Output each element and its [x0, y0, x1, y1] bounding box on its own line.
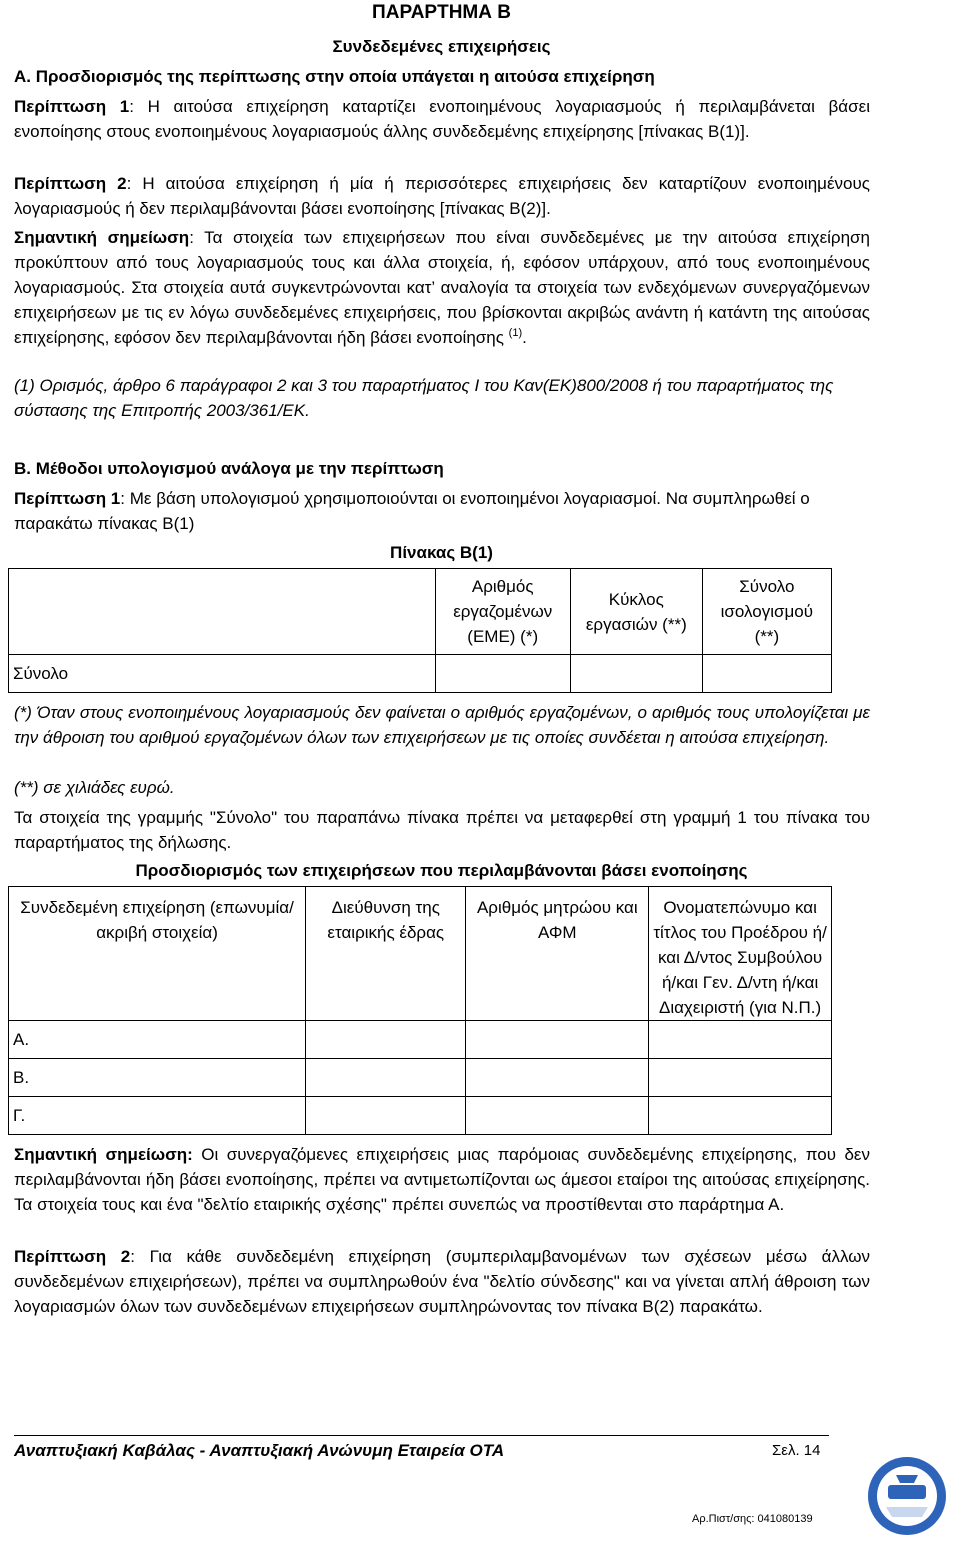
row-label: Γ.: [9, 1097, 306, 1135]
table-row: [9, 1097, 832, 1135]
consolidated-heading: Προσδιορισμός των επιχειρήσεων που περιλαμβάνονται βάσει ενοποίησης: [135, 861, 748, 880]
annex-subtitle: Συνδεδεμένες επιχειρήσεις: [332, 37, 551, 56]
footer-certificate-number: Αρ.Πιστ/σης: 041080139: [692, 1513, 813, 1525]
table-b1-cell: [570, 655, 702, 693]
section-b-note: Σημαντική σημείωση: Οι συνεργαζόμενες επιχειρήσεις μιας παρόμοιας συνδεδεμένης επιχείρησης, που δεν περιλαμβάνονται ήδη βάσει ενοποίησης, πρέπει να αντιμετωπίζονται ως άμεσοι εταίροι της αιτούσας επιχείρησης. Τα στοιχεία τους και ένα "δελτίο εταιρικής σχέσης" πρέπει συνεπώς να προστίθενται στο παράρτημα Α.: [14, 1145, 870, 1214]
row-label: Β.: [9, 1059, 306, 1097]
section-b-case1: Περίπτωση 1: Με βάση υπολογισμού χρησιμοποιούνται οι ενοποιημένοι λογαριασμοί. Να συμπληρωθεί ο παρακάτω πίνακας Β(1): [14, 489, 810, 533]
table-row: [9, 1059, 832, 1097]
table-cell: [306, 1059, 466, 1097]
section-a-case2: Περίπτωση 2: Η αιτούσα επιχείρηση ή μία ή περισσότερες επιχειρήσεις δεν καταρτίζουν ενοποιημένους λογαριασμούς ή δεν περιλαμβάνονται βάσει ενοποίησης [πίνακας Β(2)].: [14, 174, 870, 218]
table-cell: [466, 1097, 649, 1135]
certification-seal-icon: [866, 1455, 948, 1537]
section-a-note: Σημαντική σημείωση: Τα στοιχεία των επιχειρήσεων που είναι συνδεδεμένες με την αιτούσα επιχείρηση προκύπτουν από τους λογαριασμούς τους και άλλα στοιχεία, ή, εφόσον υπάρχουν, από τους ενοποιημένους λογαριασμούς. Στα στοιχεία αυτά συγκεντρώνονται κατ’ αναλογία τα στοιχεία των ενδεχόμενων συνεργαζόμενων επιχειρήσεων με τις εν λόγω συνδεδεμένες επιχειρήσεις, που βρίσκονται ακριβώς ανάντη ή κατάντη της αιτούσας επιχείρησης, εφόσον δεν περιλαμβάνονται ήδη βάσει ενοποίησης $^{(1)}$.: [14, 228, 871, 347]
footer-organization: Αναπτυξιακή Καβάλας - Αναπτυξιακή Ανώνυμη Εταιρεία ΟΤΑ: [14, 1441, 505, 1460]
footer-divider: [14, 1435, 829, 1436]
footer-page-number: Σελ. 14: [772, 1442, 821, 1459]
section-b-case2: Περίπτωση 2: Για κάθε συνδεδεμένη επιχείρηση (συμπεριλαμβανομένων των σχέσεων μέσω άλλων συνδεδεμένων επιχειρήσεων), πρέπει να συμπληρωθούν ένα "δελτίο σύνδεσης" και να γίνεται απλή άθροιση των λογαριασμών όλων των συνδεδεμένων επιχειρήσεων συμπληρώνοντας τον πίνακα Β(2) παρακάτω.: [14, 1247, 870, 1316]
section-a-heading: Α. Προσδιορισμός της περίπτωσης στην οποία υπάγεται η αιτούσα επιχείρηση: [14, 67, 655, 86]
table-b1-header-row: [9, 569, 832, 655]
footnote-double-star: (**) σε χιλιάδες ευρώ.: [14, 778, 175, 797]
table-cell: [466, 1021, 649, 1059]
transfer-note: Τα στοιχεία της γραμμής "Σύνολο" του παραπάνω πίνακα πρέπει να μεταφερθεί στη γραμμή 1 του πίνακα του παραρτήματος της δήλωσης.: [14, 808, 870, 852]
col-head-office-address: Διεύθυνση της εταιρικής έδρας: [306, 887, 466, 1021]
row-label: Α.: [9, 1021, 306, 1059]
table-b1-empty-header: [9, 569, 436, 655]
table-b1: [8, 568, 832, 693]
col-linked-enterprise: Συνδεδεμένη επιχείρηση (επωνυμία/ακριβή στοιχεία): [9, 887, 306, 1021]
table-cell: [466, 1059, 649, 1097]
table-b1-col-balance: Σύνολο ισολογισμού (**): [702, 569, 831, 655]
table-row: [9, 1021, 832, 1059]
section-a-footnote: (1) Ορισμός, άρθρο 6 παράγραφοι 2 και 3 του παραρτήματος Ι του Καν(ΕΚ)800/2008 ή του παραρτήματος της σύστασης της Επιτροπής 2003/361/ΕΚ.: [14, 376, 834, 420]
tuv-seal-icon: [866, 1455, 948, 1537]
section-b-heading: Β. Μέθοδοι υπολογισμού ανάλογα με την περίπτωση: [14, 459, 444, 478]
table-b1-col-employees: Αριθμός εργαζομένων (ΕΜΕ) (*): [435, 569, 570, 655]
table-b1-col-turnover: Κύκλος εργασιών (**): [570, 569, 702, 655]
table-b1-row-total-label: Σύνολο: [9, 655, 436, 693]
table-cell: [649, 1097, 832, 1135]
table-cell: [649, 1059, 832, 1097]
section-a-case1: Περίπτωση 1: Η αιτούσα επιχείρηση καταρτίζει ενοποιημένους λογαριασμούς ή περιλαμβάνεται βάσει ενοποίησης στους ενοποιημένους λογαριασμούς άλλης συνδεδεμένης επιχείρησης [πίνακας Β(1)].: [14, 97, 870, 141]
footnote-star: (*) Όταν στους ενοποιημένους λογαριασμούς δεν φαίνεται ο αριθμός εργαζομένων, ο αριθμός τους υπολογίζεται με την άθροιση του αριθμού εργαζομένων όλων των επιχειρήσεων με τις οποίες συνδέεται η αιτούσα επιχείρηση.: [14, 703, 870, 747]
col-chairman-name: Ονοματεπώνυμο και τίτλος του Προέδρου ή/και Δ/ντος Συμβούλου ή/και Γεν. Δ/ντη ή/και Διαχειριστή (για Ν.Π.): [649, 887, 832, 1021]
table-b1-total-row: [9, 655, 832, 693]
col-registry-vat: Αριθμός μητρώου και ΑΦΜ: [466, 887, 649, 1021]
table-cell: [649, 1021, 832, 1059]
table-b1-cell: [435, 655, 570, 693]
table-consolidated: [8, 886, 832, 1135]
annex-title: ΠΑΡΑΡΤΗΜΑ Β: [372, 2, 511, 23]
table-b1-title: Πίνακας Β(1): [390, 543, 493, 562]
table-cell: [306, 1097, 466, 1135]
table-b1-cell: [702, 655, 831, 693]
table-consolidated-header-row: [9, 887, 832, 1021]
table-cell: [306, 1021, 466, 1059]
